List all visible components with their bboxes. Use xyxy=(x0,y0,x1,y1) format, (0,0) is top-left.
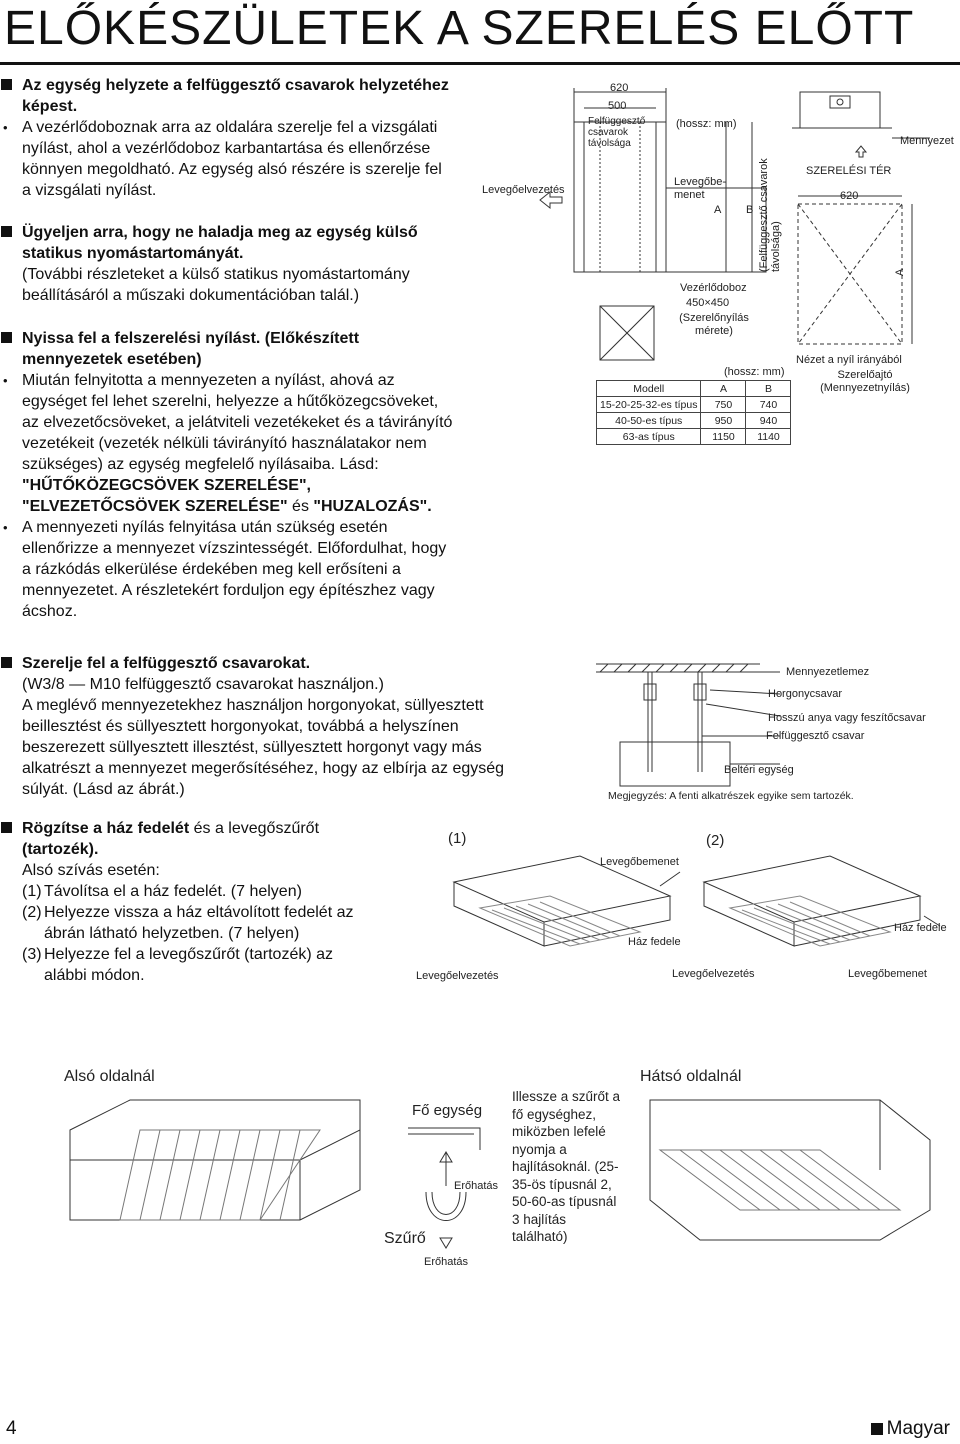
step-1: (1) Távolítsa el a ház fedelét. (7 helyen) xyxy=(22,883,302,900)
opening-size-label: 450×450 xyxy=(686,297,730,309)
unit-label-2: (hossz: mm) xyxy=(724,366,785,378)
section-heading: Rögzítse a ház fedelét és a levegőszűrőt (tartozék). xyxy=(0,818,380,860)
bolt-distance-vertical-label: (Felfüggesztő csavarok távolsága) xyxy=(758,158,782,272)
title-rule xyxy=(0,62,960,65)
filter-installation-diagram xyxy=(60,1090,960,1270)
cover-label: Ház fedele xyxy=(628,936,681,948)
table-row xyxy=(597,413,791,429)
note-label: Megjegyzés: A fenti alkatrészek egyike sem tartozék. xyxy=(608,790,854,802)
air-outlet-label-1: Levegőelvezetés xyxy=(416,970,499,982)
unit-label: (hossz: mm) xyxy=(676,118,737,130)
table-header-row xyxy=(597,381,791,397)
dim-b-label: B xyxy=(746,204,754,216)
figure-1-label: (1) xyxy=(448,830,467,847)
table-header: A xyxy=(701,381,746,397)
cover-label-2: Ház fedele xyxy=(894,922,947,934)
bullet-text: • A vezérlődoboznak arra az oldalára szerelje fel a vizsgálati nyílást, ahol a vezérlődoboz karbantartása és ellenőrzése könnyen megoldható. Az egység alsó részére is szerelje fel a vizsgálati nyílást. xyxy=(0,117,455,201)
filter-mesh-right xyxy=(660,1150,900,1210)
anchor-label: Horgonycsavar xyxy=(768,688,842,700)
opening-label: (Szerelőnyílás mérete) xyxy=(679,312,749,337)
section-text: A meglévő mennyezetekhez használjon horgonyokat, süllyesztett beillesztést és süllyesztett horgonyokat, továbbá a helyszínen beszerezett süllyesztett illesztést, süllyesztett horgonyt vagy más alkatrészt a mennyezet megerősítéséhez, hogy az elbírja az egység súlyát. (Lásd az ábrát.) xyxy=(22,697,505,798)
page-number: 4 xyxy=(6,1418,17,1439)
section-heading: Szerelje fel a felfüggesztő csavarokat. xyxy=(0,653,505,674)
table-cell: 1150 xyxy=(701,429,746,445)
table-cell: 1140 xyxy=(746,429,791,445)
step-3: (3) Helyezze fel a levegőszűrőt (tartozék) az alábbi módon. xyxy=(22,946,334,984)
force-label-2: Erőhatás xyxy=(424,1256,469,1268)
filter-label: Szűrő xyxy=(384,1230,426,1247)
model-dimension-table xyxy=(596,380,791,445)
dim-a-vertical: A xyxy=(894,268,906,276)
page-title: ELŐKÉSZÜLETEK A SZERELÉS ELŐTT xyxy=(4,2,915,55)
long-nut-label: Hosszú anya vagy feszítőcsavar xyxy=(768,712,926,724)
section-cover-filter xyxy=(0,818,380,986)
table-cell: 40-50-es típus xyxy=(597,413,701,429)
table-cell: 940 xyxy=(746,413,791,429)
table-header: Modell xyxy=(597,381,701,397)
table-row xyxy=(597,397,791,413)
table-header: B xyxy=(746,381,791,397)
section-open-ceiling xyxy=(0,328,455,622)
table-cell: 15-20-25-32-es típus xyxy=(597,397,701,413)
ceiling-hatch xyxy=(600,664,748,672)
section-heading: Az egység helyzete a felfüggesztő csavarok helyzetéhez képest. xyxy=(0,75,455,117)
bullet-text: • A mennyezeti nyílás felnyitása után szükség esetén ellenőrizze a mennyezet vízszintességét. Előfordulhat, hogy a rázkódás elkerülése érdekében meg kell erősíteni a mennyezetet. A részletekért forduljon egy építészhez vagy ácshoz. xyxy=(0,517,455,622)
section-text: (W3/8 — M10 felfüggesztő csavarokat használjon.) xyxy=(22,676,384,693)
filter-instructions: Illessze a szűrőt a fő egységhez, miközben lefelé nyomja a hajlításoknál. (25-35-ös típusnál 2, 50-60-as típusnál 3 hajlítás található) xyxy=(512,1089,621,1244)
main-unit-label: Fő egység xyxy=(412,1102,483,1119)
figure-2-label: (2) xyxy=(706,832,725,849)
section-text: (További részleteket a külső statikus nyomástartomány beállításáról a műszaki dokumentációban talál.) xyxy=(22,266,410,304)
air-outlet-label-2: Levegőelvezetés xyxy=(672,968,755,980)
table-cell: 63-as típus xyxy=(597,429,701,445)
air-inlet-label: Levegőbe-menet xyxy=(674,176,726,201)
hanging-bolt-label: Felfüggesztő csavar xyxy=(766,730,865,742)
air-outlet-label: Levegőelvezetés xyxy=(482,184,565,196)
access-door-label: Szerelőajtó (Mennyezetnyílás) xyxy=(820,369,910,394)
section-static-pressure xyxy=(0,222,455,306)
dim-620: 620 xyxy=(610,82,629,94)
language-label: Magyar xyxy=(871,1418,950,1440)
bullet-text: • Miután felnyitotta a mennyezeten a nyílást, ahová az egységet fel lehet szerelni, helyezze a hűtőközegcsöveket, az elvezetőcsöveket, a jelátviteli vezetékeket és a távirányító vezetékeit (vezeték nélküli távirányító használatakor nem szükséges) az egység megfelelő nyílásaiba. Lásd: "HŰTŐKÖZEGCSÖVEK SZERELÉSE", "ELVEZETŐCSÖVEK SZERELÉSE" és "HUZALOZÁS". xyxy=(0,370,455,517)
table-row xyxy=(597,429,791,445)
table-cell: 950 xyxy=(701,413,746,429)
section-heading: Nyissa fel a felszerelési nyílást. (Előkészített mennyezetek esetében) xyxy=(0,328,455,370)
cover-reposition-diagram xyxy=(440,846,960,971)
dim-a-label: A xyxy=(714,204,722,216)
force-label-1: Erőhatás xyxy=(454,1180,499,1192)
ceiling-label: Mennyezet xyxy=(900,135,954,147)
dim-500: 500 xyxy=(608,100,627,112)
section-heading: Ügyeljen arra, hogy ne haladja meg az egység külső statikus nyomástartományát. xyxy=(0,222,455,264)
air-inlet-label: Levegőbemenet xyxy=(600,856,679,868)
dim-620-b: 620 xyxy=(840,190,859,202)
view-from-label: Nézet a nyíl irányából xyxy=(796,354,902,366)
section-hanging-bolts xyxy=(0,653,505,800)
bolt-distance-label: Felfüggesztő csavarok távolsága xyxy=(588,116,646,149)
table-cell: 740 xyxy=(746,397,791,413)
ceiling-plate-label: Mennyezetlemez xyxy=(786,666,870,678)
bottom-side-label: Alsó oldalnál xyxy=(64,1068,155,1085)
filter-mesh-left xyxy=(120,1130,320,1220)
section-text: Alsó szívás esetén: xyxy=(22,862,160,879)
control-box-label: Vezérlődoboz xyxy=(680,282,747,294)
rear-side-label: Hátsó oldalnál xyxy=(640,1068,742,1085)
step-2: (2) Helyezze vissza a ház eltávolított fedelét az ábrán látható helyzetben. (7 helyen) xyxy=(22,904,354,942)
table-cell: 750 xyxy=(701,397,746,413)
air-inlet-label-2: Levegőbemenet xyxy=(848,968,927,980)
service-space-label: SZERELÉSI TÉR xyxy=(806,165,892,177)
section-unit-position xyxy=(0,75,455,201)
indoor-unit-label: Beltéri egység xyxy=(724,764,794,776)
